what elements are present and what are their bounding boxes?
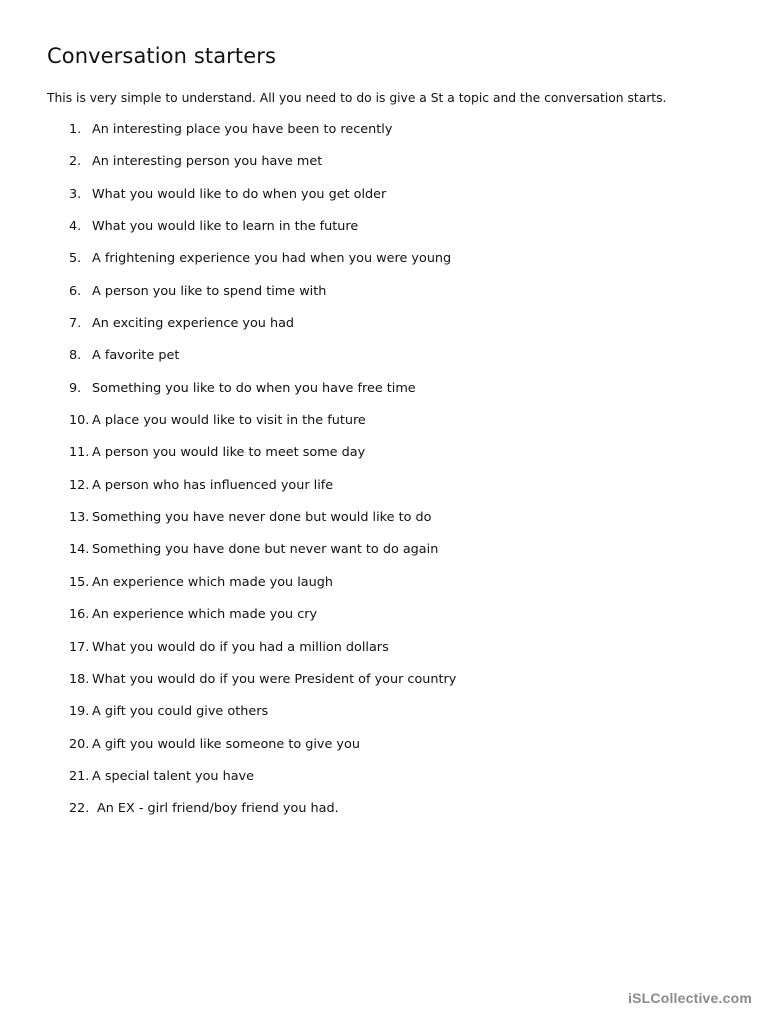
item-number: 19. — [69, 704, 90, 720]
item-text: A place you would like to visit in the future — [92, 413, 366, 429]
item-number: 10. — [69, 413, 90, 429]
item-text: What you would like to do when you get older — [92, 186, 387, 202]
list-item — [69, 640, 456, 672]
list-item — [69, 219, 456, 251]
item-text: What you would do if you had a million dollars — [92, 639, 389, 655]
item-number: 21. — [69, 768, 90, 784]
item-text: Something you have never done but would like to do — [92, 510, 432, 526]
list-item — [69, 704, 456, 736]
list-item — [69, 316, 456, 348]
list-item — [69, 413, 456, 445]
item-number: 18. — [69, 671, 90, 687]
item-number: 17. — [69, 639, 90, 655]
item-text: An experience which made you cry — [92, 607, 318, 623]
item-number: 6. — [69, 283, 82, 299]
item-text: A special talent you have — [92, 768, 255, 784]
item-text: Something you have done but never want to do again — [92, 542, 439, 558]
item-number: 22. — [69, 801, 90, 817]
item-number: 20. — [69, 736, 90, 752]
item-text: A frightening experience you had when you were young — [92, 251, 452, 267]
item-number: 15. — [69, 574, 90, 590]
list-item — [69, 672, 456, 704]
list-item — [69, 284, 456, 316]
list-item — [69, 154, 456, 186]
list-item — [69, 737, 456, 769]
item-text: An experience which made you laugh — [92, 574, 333, 590]
list-item — [69, 607, 456, 639]
item-number: 11. — [69, 445, 90, 461]
list-item — [69, 122, 456, 154]
list-item — [69, 575, 456, 607]
item-text: Something you like to do when you have free time — [92, 380, 416, 396]
item-number: 13. — [69, 510, 90, 526]
item-text: An interesting person you have met — [92, 154, 323, 170]
item-number: 9. — [69, 380, 82, 396]
list-item — [69, 187, 456, 219]
item-text: An EX - girl friend/boy friend you had. — [97, 801, 339, 817]
item-text: A gift you could give others — [92, 704, 269, 720]
item-text: A gift you would like someone to give you — [92, 736, 360, 752]
item-text: A person you like to spend time with — [92, 283, 327, 299]
item-text: A person you would like to meet some day — [92, 445, 366, 461]
item-number: 14. — [69, 542, 90, 558]
item-text: What you would like to learn in the future — [92, 219, 359, 235]
list-item — [69, 445, 456, 477]
page-title: Conversation starters — [47, 44, 277, 68]
list-item — [69, 478, 456, 510]
list-item — [69, 510, 456, 542]
item-number: 3. — [69, 186, 82, 202]
item-text: A favorite pet — [92, 348, 180, 364]
list-item — [69, 381, 456, 413]
intro-text: This is very simple to understand. All you need to do is give a St a topic and the conversation starts. — [47, 91, 667, 105]
item-number: 4. — [69, 219, 82, 235]
item-text: An interesting place you have been to recently — [92, 122, 393, 137]
item-number: 5. — [69, 251, 82, 267]
item-number: 16. — [69, 607, 90, 623]
list-item — [69, 801, 456, 833]
item-text: An exciting experience you had — [92, 316, 295, 332]
item-number: 7. — [69, 316, 82, 332]
list-item — [69, 769, 456, 801]
list-item — [69, 348, 456, 380]
list-item — [69, 251, 456, 283]
item-text: What you would do if you were President of your country — [92, 671, 457, 687]
topic-list — [69, 122, 456, 834]
item-number: 12. — [69, 477, 90, 493]
item-number: 8. — [69, 348, 82, 364]
item-number: 1. — [69, 122, 82, 137]
item-number: 2. — [69, 154, 82, 170]
item-text: A person who has influenced your life — [92, 477, 334, 493]
list-item — [69, 542, 456, 574]
watermark: iSLCollective.com — [628, 990, 752, 1006]
